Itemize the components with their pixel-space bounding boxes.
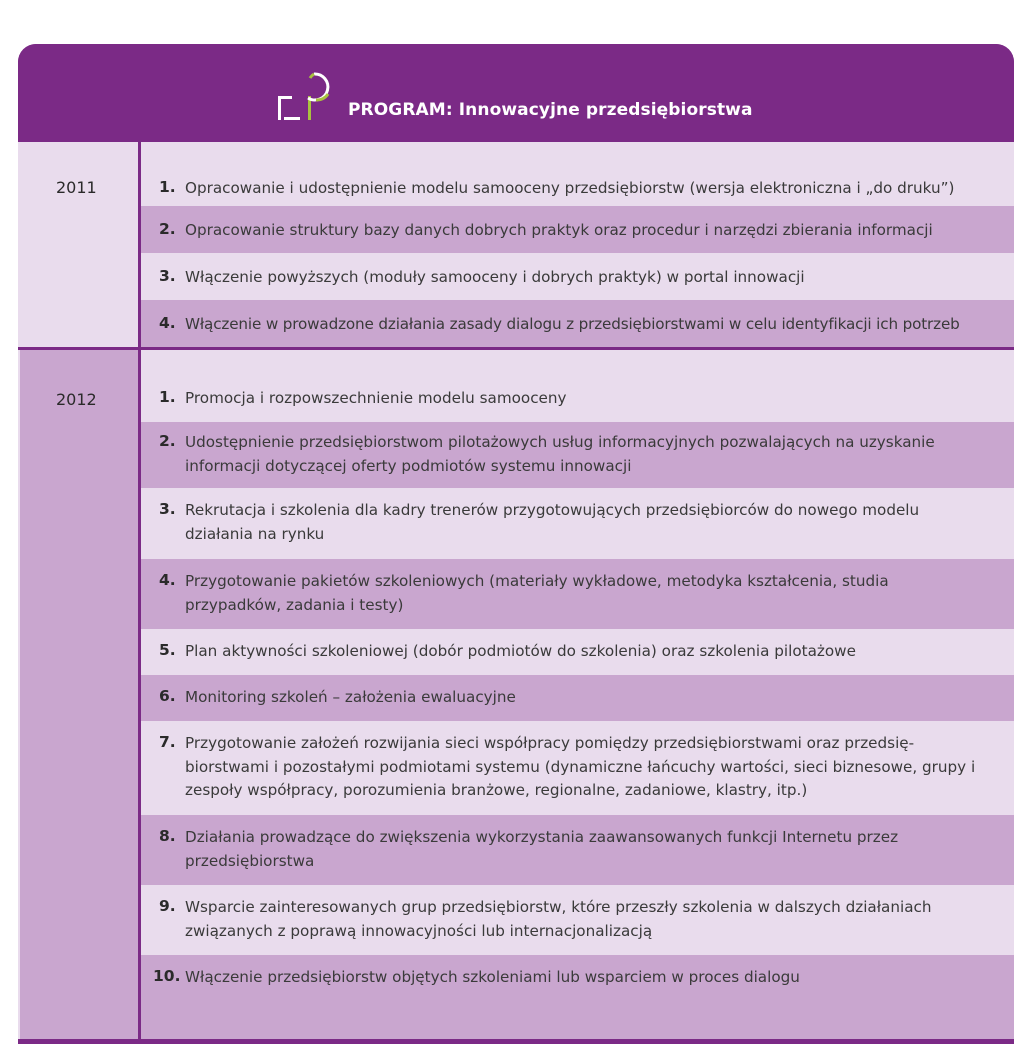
list-item [141,300,1014,347]
item-number: 1. [159,178,176,196]
item-text: Przygotowanie założeń rozwijania sieci współpracy pomiędzy przedsiębiorstwami oraz przedsię-biorstwami i pozostałymi podmiotami systemu (dynamiczne łańcuchy wartości, sieci biznesowe, grupy i zespoły współpracy, porozumienia branżowe, regionalne, zadaniowe, klastry, itp.) [185,734,976,799]
item-text: Włączenie w prowadzone działania zasady dialogu z przedsiębiorstwami w celu identyfikacji ich potrzeb [185,315,960,333]
item-number: 3. [159,500,176,518]
item-number: 6. [159,687,176,705]
item-number: 4. [159,314,176,332]
item-text: Włączenie przedsiębiorstw objętych szkoleniami lub wsparciem w proces dialogu [185,968,800,986]
year-label: 2011 [56,178,97,197]
item-number: 10. [153,967,181,985]
list-item [141,350,1014,422]
item-text: Promocja i rozpowszechnienie modelu samooceny [185,389,567,407]
item-number: 2. [159,432,176,450]
list-item [141,955,1014,1039]
item-text: Włączenie powyższych (moduły samooceny i dobrych praktyk) w portal innowacji [185,268,805,286]
list-item [141,488,1014,559]
item-text: Udostępnienie przedsiębiorstwom pilotażowych usług informacyjnych pozwalających na uzyskanie informacji dotyczącej oferty podmiotów systemu innowacji [185,433,935,475]
year-divider [18,347,1014,350]
item-number: 1. [159,388,176,406]
item-number: 5. [159,641,176,659]
item-text: Rekrutacja i szkolenia dla kadry trenerów przygotowujących przedsiębiorców do nowego modelu działania na rynku [185,501,920,543]
item-text: Opracowanie struktury bazy danych dobrych praktyk oraz procedur i narzędzi zbierania informacji [185,221,933,239]
column-divider [138,142,141,1044]
year-cell-2012 [20,350,138,1044]
item-number: 7. [159,733,176,751]
list-item [141,815,1014,885]
item-text: Przygotowanie pakietów szkoleniowych (materiały wykładowe, metodyka kształcenia, studia przypadków, zadania i testy) [185,572,889,614]
item-text: Wsparcie zainteresowanych grup przedsiębiorstw, które przeszły szkolenia w dalszych działaniach związanych z poprawą innowacyjności lub internacjonalizacją [185,898,932,940]
table-body [18,142,1014,1044]
page-title: PROGRAM: Innowacyjne przedsiębiorstwa [348,100,753,120]
list-item [141,206,1014,253]
list-item [141,559,1014,629]
item-text: Plan aktywności szkoleniowej (dobór podmiotów do szkolenia) oraz szkolenia pilotażowe [185,642,856,660]
list-item [141,885,1014,955]
table-header [18,44,1014,142]
item-text: Opracowanie i udostępnienie modelu samooceny przedsiębiorstw (wersja elektroniczna i „do druku”) [185,179,955,197]
program-table [18,44,1014,1044]
bottom-divider [18,1039,1014,1044]
item-text: Działania prowadzące do zwiększenia wykorzystania zaawansowanych funkcji Internetu przez przedsiębiorstwa [185,828,899,870]
program-logo-icon [274,66,338,130]
list-item [141,142,1014,206]
list-item [141,422,1014,488]
list-item [141,721,1014,815]
list-item [141,629,1014,675]
year-label: 2012 [56,390,97,409]
item-number: 2. [159,220,176,238]
item-number: 9. [159,897,176,915]
list-item [141,675,1014,721]
year-cell-2011 [20,142,138,347]
item-text: Monitoring szkoleń – założenia ewaluacyjne [185,688,516,706]
item-number: 4. [159,571,176,589]
list-item [141,253,1014,300]
item-number: 3. [159,267,176,285]
item-number: 8. [159,827,176,845]
